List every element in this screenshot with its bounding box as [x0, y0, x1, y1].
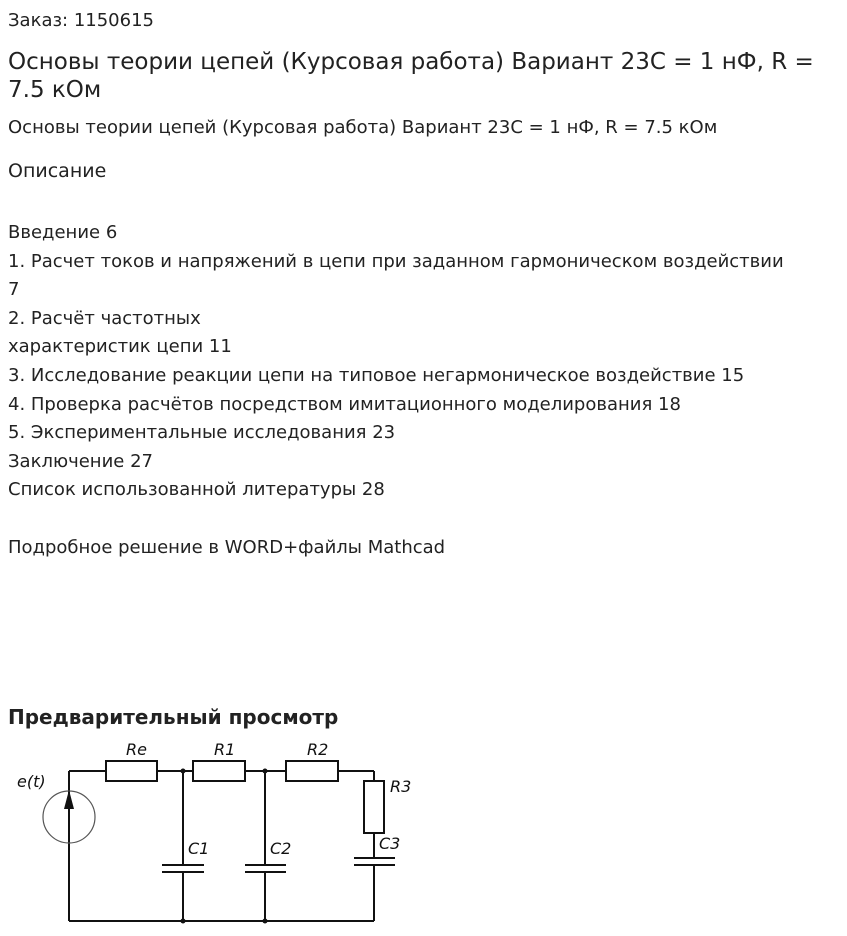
toc-item-4: 4. Проверка расчётов посредством имитационного моделирования 18 [8, 393, 681, 415]
order-number: Заказ: 1150615 [8, 10, 154, 31]
label-c2: C2 [270, 839, 292, 858]
toc-item-3: 3. Исследование реакции цепи на типовое негармоническое воздействие 15 [8, 364, 745, 386]
page-subtitle: Основы теории цепей (Курсовая работа) Вариант 23С = 1 нФ, R = 7.5 кОм [8, 117, 718, 138]
source-arrow-icon [64, 790, 74, 809]
label-r1: R1 [214, 740, 236, 759]
toc-item-5: 5. Экспериментальные исследования 23 [8, 422, 396, 444]
resistor-r1 [193, 761, 245, 781]
table-of-contents [8, 219, 838, 562]
description-heading: Описание [8, 160, 107, 182]
toc-item-1-page: 7 [8, 279, 20, 301]
junction-dot [181, 769, 186, 774]
resistor-r3 [364, 781, 384, 833]
junction-dot [263, 919, 268, 924]
blank-line [8, 505, 838, 534]
label-r3: R3 [390, 777, 412, 796]
junction-dot [263, 769, 268, 774]
circuit-schematic [8, 735, 428, 930]
page-title: Основы теории цепей (Курсовая работа) Вариант 23С = 1 нФ, R = 7.5 кОм [8, 49, 814, 103]
resistor-r2 [286, 761, 338, 781]
resistor-re [106, 761, 157, 781]
toc-references: Список использованной литературы 28 [8, 479, 385, 501]
toc-item-2-part-2: характеристик цепи 11 [8, 336, 232, 358]
label-re: Re [126, 740, 147, 759]
toc-intro: Введение 6 [8, 222, 118, 243]
label-c1: C1 [188, 839, 210, 858]
toc-conclusion: Заключение 27 [8, 450, 153, 472]
label-c3: C3 [379, 834, 401, 853]
toc-item-2-part-1: 2. Расчёт частотных [8, 307, 201, 329]
solution-note: Подробное решение в WORD+файлы Mathcad [8, 536, 446, 558]
preview-heading: Предварительный просмотр [8, 705, 339, 729]
label-r2: R2 [307, 740, 329, 759]
toc-item-1: 1. Расчет токов и напряжений в цепи при заданном гармоническом воздействии [8, 250, 784, 272]
label-source: e(t) [17, 772, 46, 791]
junction-dot [181, 919, 186, 924]
